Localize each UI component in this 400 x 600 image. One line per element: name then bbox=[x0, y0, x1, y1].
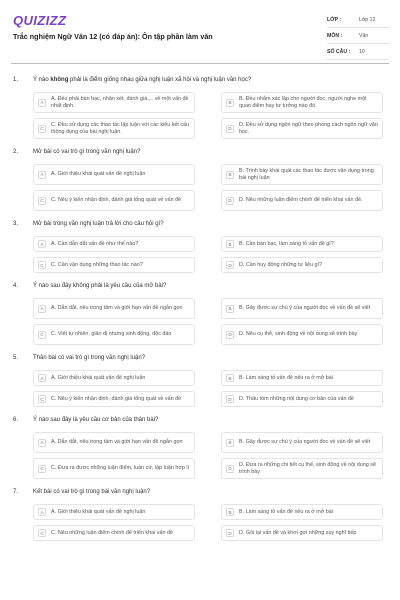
option-letter-box: A bbox=[38, 508, 46, 516]
option-text: A. Giới thiệu khái quát vấn đề nghị luận bbox=[51, 374, 146, 381]
answer-option[interactable] bbox=[221, 190, 383, 211]
options-grid bbox=[33, 164, 400, 211]
answer-option[interactable] bbox=[33, 190, 195, 211]
options-grid bbox=[33, 432, 400, 479]
option-letter-box: D bbox=[226, 125, 234, 133]
answer-option[interactable] bbox=[221, 324, 383, 345]
worksheet-header bbox=[0, 0, 400, 68]
option-letter-box: C bbox=[38, 197, 46, 205]
answer-option[interactable] bbox=[33, 432, 195, 453]
answer-option[interactable] bbox=[221, 458, 383, 479]
option-letter-box: C bbox=[38, 395, 46, 403]
option-text: D. Gói lại vấn đề và khơi gợi những suy nghĩ tiếp bbox=[239, 529, 357, 536]
question-item bbox=[0, 352, 400, 407]
option-letter-box: D bbox=[226, 261, 234, 269]
answer-option[interactable] bbox=[33, 118, 195, 139]
answer-option[interactable] bbox=[221, 257, 383, 273]
option-text: C. Cần vận dụng những thao tác nào? bbox=[51, 261, 143, 268]
answer-option[interactable] bbox=[33, 504, 195, 520]
meta-value: 10 bbox=[359, 48, 365, 55]
option-letter-box: B bbox=[226, 374, 234, 382]
answer-option[interactable] bbox=[33, 458, 195, 479]
option-text: C. Nêu những luận điểm chính để triển khai vấn đề bbox=[51, 529, 173, 536]
question-text bbox=[33, 417, 158, 423]
question-header bbox=[0, 146, 400, 158]
option-text: A. Dẫn dắt, nêu trọng tâm và giới hạn vấn đề ngắn gọn bbox=[51, 439, 183, 445]
option-text: C. Đều sử dụng các thao tác lập luận với các kiểu kết cấu thông dụng của bài nghị luận. bbox=[51, 121, 190, 135]
option-text: D. Đưa ra những chi tiết cụ thể, sinh động về nội dung sẽ trình bày bbox=[239, 461, 376, 475]
question-text-part: phải là điểm giống nhau giữa nghị luận xã hội và nghị luận văn học? bbox=[68, 77, 252, 83]
option-text: C. Viết tự nhiên, giản dị nhưng sinh động, độc đáo bbox=[51, 331, 172, 337]
option-text: A. Đều phải bàn bạc, nhận xét, đánh giá,... về một vấn đề nhất định. bbox=[51, 95, 189, 109]
meta-row-question-count bbox=[327, 44, 389, 60]
option-text: C. Nêu ý kiến nhận định, đánh giá tổng quát về vấn đề bbox=[51, 395, 182, 402]
option-text: A. Giới thiệu khái quát vấn đề nghị luận bbox=[51, 171, 146, 177]
question-text-part: Ý nào sau đây không phải là yêu cầu của mở bài? bbox=[33, 283, 167, 289]
answer-option[interactable] bbox=[221, 525, 383, 541]
option-text: D. Nêu những luận điểm chính để triển khai vấn đề. bbox=[239, 197, 363, 203]
options-grid bbox=[33, 236, 400, 273]
question-number: 3. bbox=[13, 221, 19, 227]
option-text: C. Đưa ra được những luận điểm, luận cứ, lập luận hợp lí bbox=[51, 465, 190, 471]
option-letter-box: C bbox=[38, 465, 46, 473]
answer-option[interactable] bbox=[221, 504, 383, 520]
question-header bbox=[0, 74, 400, 86]
question-text-part: Mở bài có vai trò gì trong văn nghị luận? bbox=[33, 149, 141, 155]
header-divider bbox=[11, 63, 389, 64]
option-text: B. Làm sáng tỏ vấn đề nêu ra ở mở bài bbox=[239, 508, 333, 515]
question-number: 5. bbox=[13, 355, 19, 361]
option-text: B. Gây được sự chú ý của người đọc về vấn đề sẽ viết bbox=[239, 439, 371, 445]
question-number: 4. bbox=[13, 283, 19, 289]
question-text bbox=[33, 489, 150, 495]
question-text-emphasis: không bbox=[50, 77, 69, 83]
option-letter-box: D bbox=[226, 465, 234, 473]
answer-option[interactable] bbox=[221, 298, 383, 319]
question-item bbox=[0, 146, 400, 211]
option-text: B. Cần bàn bạc, làm sáng tỏ vấn đề gì? bbox=[239, 240, 334, 247]
option-text: D. Thâu tóm những nội dung cơ bản của vấn đề bbox=[239, 395, 354, 402]
question-header bbox=[0, 218, 400, 230]
answer-option[interactable] bbox=[221, 432, 383, 453]
option-letter-box: C bbox=[38, 125, 46, 133]
option-text: D. Nêu cụ thể, sinh động về nội dung sẽ trình bày bbox=[239, 331, 358, 337]
option-letter-box: D bbox=[226, 197, 234, 205]
option-text: A. Giới thiệu khái quát vấn đề nghị luận bbox=[51, 508, 146, 515]
question-header bbox=[0, 486, 400, 498]
question-item bbox=[0, 218, 400, 273]
option-text: D. Cần huy động những tư liệu gì? bbox=[239, 261, 323, 268]
answer-option[interactable] bbox=[33, 525, 195, 541]
answer-option[interactable] bbox=[33, 391, 195, 407]
option-letter-box: A bbox=[38, 305, 46, 313]
question-text-part: Ý nào bbox=[33, 77, 51, 83]
meta-row-grade bbox=[327, 12, 389, 28]
option-text: D. Đều sử dụng ngôn ngữ theo phong cách ngôn ngữ văn học. bbox=[239, 121, 378, 135]
option-letter-box: A bbox=[38, 439, 46, 447]
answer-option[interactable] bbox=[33, 164, 195, 185]
option-text: B. Làm sáng tỏ vấn đề nêu ra ở mở bài bbox=[239, 374, 333, 381]
option-letter-box: B bbox=[226, 439, 234, 447]
answer-option[interactable] bbox=[33, 324, 195, 345]
meta-label: SỐ CÂU : bbox=[327, 48, 351, 55]
option-letter-box: B bbox=[226, 240, 234, 248]
answer-option[interactable] bbox=[33, 370, 195, 386]
question-header bbox=[0, 280, 400, 292]
option-letter-box: A bbox=[38, 99, 46, 107]
question-text-part: Kết bài có vai trò gì trong bài văn nghị luận? bbox=[33, 489, 151, 495]
option-letter-box: D bbox=[226, 529, 234, 537]
option-letter-box: A bbox=[38, 171, 46, 179]
meta-value: Lớp 12 bbox=[359, 16, 376, 23]
question-header bbox=[0, 352, 400, 364]
option-text: B. Gây được sự chú ý của người đọc về vấn đề sẽ viết bbox=[239, 305, 371, 311]
answer-option[interactable] bbox=[221, 236, 383, 252]
options-grid bbox=[33, 92, 400, 139]
meta-value: Văn bbox=[359, 32, 369, 39]
question-text bbox=[33, 221, 164, 227]
question-item bbox=[0, 74, 400, 139]
meta-row-subject bbox=[327, 28, 389, 44]
meta-label: LỚP : bbox=[327, 16, 342, 23]
option-text: A. Cần dẫn dắt vấn đề như thế nào? bbox=[51, 240, 139, 247]
option-letter-box: D bbox=[226, 331, 234, 339]
question-text bbox=[33, 355, 145, 361]
question-number: 7. bbox=[13, 489, 19, 495]
answer-option[interactable] bbox=[221, 118, 383, 139]
answer-option[interactable] bbox=[33, 298, 195, 319]
answer-option[interactable] bbox=[33, 257, 195, 273]
question-text-part: Thân bài có vai trò gì trong văn nghị luận? bbox=[33, 355, 146, 361]
meta-table bbox=[327, 12, 389, 60]
question-text bbox=[33, 283, 166, 289]
options-grid bbox=[33, 504, 400, 541]
option-text: B. Đều nhằm xác lập cho người đọc, người nghe một quan điểm hay tư tưởng nào đó. bbox=[239, 95, 367, 109]
option-text: C. Nêu ý kiến nhận định, đánh giá tổng quát về vấn đề bbox=[51, 197, 182, 203]
option-letter-box: B bbox=[226, 171, 234, 179]
options-grid bbox=[33, 370, 400, 407]
option-letter-box: C bbox=[38, 261, 46, 269]
option-letter-box: B bbox=[226, 99, 234, 107]
option-letter-box: C bbox=[38, 331, 46, 339]
answer-option[interactable] bbox=[221, 370, 383, 386]
page-title: Trắc nghiệm Ngữ Văn 12 (có đáp án): Ôn tập phần làm văn bbox=[13, 32, 213, 41]
answer-option[interactable] bbox=[33, 92, 195, 113]
question-list bbox=[0, 74, 400, 548]
question-text bbox=[33, 149, 140, 155]
option-letter-box: B bbox=[226, 305, 234, 313]
question-item bbox=[0, 486, 400, 541]
question-item bbox=[0, 280, 400, 345]
question-header bbox=[0, 414, 400, 426]
question-number: 6. bbox=[13, 417, 19, 423]
question-text-part: Mở bài trong văn nghị luận trả lời cho câu hỏi gì? bbox=[33, 221, 164, 227]
question-text bbox=[33, 77, 251, 83]
option-letter-box: A bbox=[38, 240, 46, 248]
option-letter-box: B bbox=[226, 508, 234, 516]
option-letter-box: C bbox=[38, 529, 46, 537]
quizizz-logo: QUIZIZZ bbox=[13, 13, 67, 28]
options-grid bbox=[33, 298, 400, 345]
option-text: B. Trình bày khái quát các thao tác được vận dụng trong bài nghị luận bbox=[239, 167, 374, 181]
answer-option[interactable] bbox=[221, 391, 383, 407]
question-item bbox=[0, 414, 400, 479]
option-letter-box: A bbox=[38, 374, 46, 382]
answer-option[interactable] bbox=[33, 236, 195, 252]
option-text: A. Dẫn dắt, nêu trọng tâm và giới hạn vấn đề ngắn gọn bbox=[51, 305, 183, 311]
option-letter-box: D bbox=[226, 395, 234, 403]
answer-option[interactable] bbox=[221, 92, 383, 113]
meta-label: MÔN : bbox=[327, 32, 343, 39]
question-text-part: Ý nào sau đây là yêu cầu cơ bản của thân bài? bbox=[33, 417, 159, 423]
question-number: 1. bbox=[13, 77, 19, 83]
question-number: 2. bbox=[13, 149, 19, 155]
answer-option[interactable] bbox=[221, 164, 383, 185]
